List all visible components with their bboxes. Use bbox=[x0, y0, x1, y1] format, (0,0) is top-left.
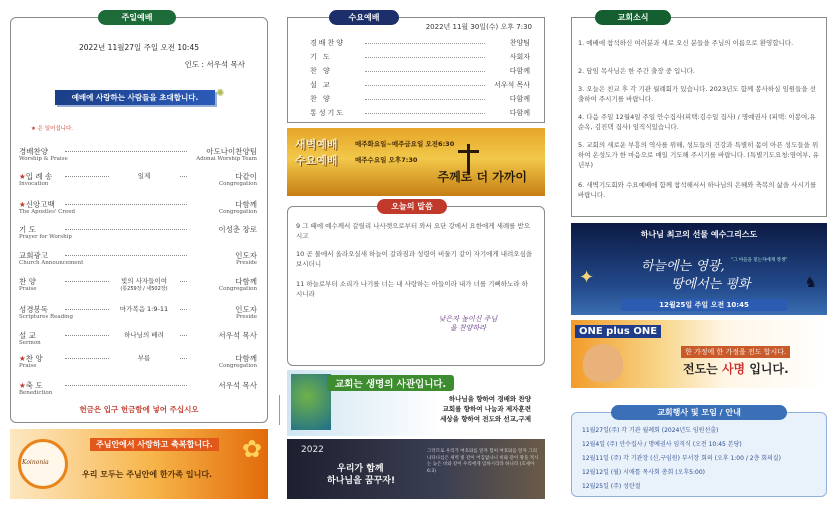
news-item: 4. 다음 주일 12월4일 주일 안수집사(피택:김수일 집사) / 명예권사 (피택: 이봉여,유순옥, 김진댁 집사) 임직식있습니다. bbox=[578, 113, 816, 131]
wednesday-item: 찬 양 bbox=[310, 95, 332, 103]
wednesday-row bbox=[310, 94, 530, 107]
order-item-detail-text: 일제 bbox=[137, 172, 151, 180]
order-item-detail bbox=[109, 276, 179, 292]
verse-10: 10 곧 물에서 올라오실새 하늘이 갈라짐과 성령이 비둘기 같이 자기에게 내려오심을 보시더니 bbox=[296, 250, 533, 268]
camel-icon: ♞ bbox=[804, 275, 817, 291]
sparkle-icon: ✺ bbox=[216, 88, 225, 99]
order-row bbox=[19, 199, 257, 221]
calligraphy: 낮은자 높이신 주님을 찬양하라 bbox=[438, 315, 498, 332]
koinonia-logo-text: Koinonia bbox=[22, 459, 49, 466]
dot-leader bbox=[365, 113, 485, 114]
wednesday-row bbox=[310, 66, 530, 79]
order-item-leader-english: Congregation bbox=[218, 209, 257, 215]
slogan: 주께로 더 가까이 bbox=[437, 170, 527, 184]
sunday-order-box bbox=[10, 17, 268, 423]
wednesday-pill: 수요예배 bbox=[329, 10, 399, 25]
wednesday-item: 기 도 bbox=[310, 53, 332, 61]
dot-leader bbox=[65, 385, 187, 386]
wednesday-row bbox=[310, 52, 530, 65]
order-item-leader: 다함께 bbox=[235, 200, 257, 209]
order-item-detail-text: 하나님의 배려 bbox=[124, 331, 164, 339]
order-row bbox=[19, 304, 257, 326]
order-item-label: 찬 양 bbox=[19, 277, 36, 286]
sunday-leader: 인도 : 서우석 목사 bbox=[184, 60, 245, 69]
order-item-english: Church Announcement bbox=[19, 260, 84, 266]
order-item-leader: 이성춘 장로 bbox=[218, 225, 257, 234]
wednesday-column bbox=[287, 0, 545, 507]
dot-leader bbox=[65, 151, 187, 152]
news-item: 5. 교회의 새로운 부흥의 역사를 위해, 성도들의 건강과 특별히 몸이 아픈 성도들을 위하여 온성도가 한 마음으로 매일 기도해 주시기를 바랍니다. (특별기도요청:염여부, 유년부) bbox=[578, 141, 819, 169]
wednesday-item: 설 교 bbox=[310, 81, 332, 89]
order-row bbox=[19, 380, 257, 402]
dot-leader bbox=[65, 255, 187, 256]
order-item-detail bbox=[109, 330, 179, 339]
dawn-time: 매주화요일~매주금요일 오전6:30 bbox=[355, 140, 455, 148]
order-item-label: 신앙고백 bbox=[25, 200, 55, 209]
christmas-small: "그 아들을 믿는자에게 영생" bbox=[731, 258, 788, 263]
dot-leader bbox=[365, 57, 485, 58]
order-row bbox=[19, 171, 257, 193]
order-item-english: Praise bbox=[19, 286, 37, 292]
event-item: 11월27일(주) 각 기관 월례회 (2024년도 임원선출) bbox=[582, 427, 719, 434]
koinonia-subtitle: 우리 모두는 주님안에 한가족 입니다. bbox=[82, 470, 213, 479]
koinonia-title: 주님안에서 사랑하고 축복합니다. bbox=[90, 438, 219, 451]
order-item-label: 경배찬양 bbox=[19, 147, 48, 156]
oneplusone-line2 bbox=[683, 360, 789, 377]
wednesday-title: 수요예배 bbox=[295, 154, 338, 167]
order-item-english: Invocation bbox=[19, 181, 49, 187]
wednesday-order-box bbox=[287, 17, 545, 123]
word-pill: 오늘의 말씀 bbox=[377, 199, 447, 214]
standing-star: ★ bbox=[19, 200, 26, 209]
sunday-column bbox=[10, 0, 268, 507]
dot-leader bbox=[65, 204, 187, 205]
order-item-detail-text: 부름 bbox=[137, 354, 151, 362]
event-item: 12월25일 (주) 성탄절 bbox=[582, 483, 641, 490]
order-item-label: 성경봉독 bbox=[19, 305, 48, 314]
order-item-leader: 서우석 목사 bbox=[218, 381, 257, 390]
order-item-leader-english: Congregation bbox=[218, 181, 257, 187]
order-item-label: 기 도 bbox=[19, 225, 36, 234]
oneplusone-banner bbox=[571, 320, 827, 388]
wednesday-leader: 서우석 목사 bbox=[493, 81, 530, 89]
order-item-detail bbox=[109, 171, 179, 180]
line2-part: 전도는 bbox=[683, 362, 722, 376]
mission-banner bbox=[287, 370, 545, 436]
order-row bbox=[19, 146, 257, 168]
verse-11: 11 하늘로부터 소리가 나기를 너는 내 사랑하는 아들이라 내가 너를 기뻐하노라 하시니라 bbox=[296, 280, 528, 298]
news-item: 6. 새벽기도회와 수요예배에 함께 참석해서서 하나님의 은혜와 축복의 삶을 사시기를 바랍니다. bbox=[578, 181, 817, 199]
wednesday-item: 찬 양 bbox=[310, 67, 332, 75]
news-box bbox=[571, 17, 827, 217]
verse-9: 9 그 때에 예수께서 갈릴리 나사렛으로부터 와서 요단 강에서 요한에게 세례를 받으시고 bbox=[296, 222, 531, 240]
order-item-label: 설 교 bbox=[19, 331, 36, 340]
order-item-english: The Apostles' Creed bbox=[19, 209, 76, 215]
wednesday-row bbox=[310, 108, 530, 121]
offering-note: 헌금은 입구 헌금함에 넣어 주십시오 bbox=[79, 405, 199, 414]
wednesday-item: 통성기도 bbox=[310, 109, 346, 117]
sunday-date: 2022년 11월27일 주일 오전 10:45 bbox=[78, 43, 200, 52]
order-item-detail-sub: (통259장 / 새502장) bbox=[120, 286, 168, 292]
welcome-banner: 예배에 사랑하는 사람들을 초대합니다. bbox=[55, 90, 215, 105]
order-item-leader-english: Adonai Worship Team bbox=[196, 156, 257, 162]
wednesday-leader: 사회자 bbox=[509, 53, 530, 61]
order-item-detail-text: 빛의 사자들이여 bbox=[120, 277, 168, 285]
order-row bbox=[19, 353, 257, 375]
christmas-caption-2: 땅에서는 평화 bbox=[671, 277, 751, 292]
news-pill: 교회소식 bbox=[595, 10, 671, 25]
order-row bbox=[19, 330, 257, 352]
standing-star: ★ bbox=[19, 354, 26, 363]
wednesday-leader: 다함께 bbox=[509, 67, 530, 75]
order-item-english: Sermon bbox=[19, 340, 41, 346]
order-item-english: Benediction bbox=[19, 390, 53, 396]
leaf-icon bbox=[291, 374, 331, 430]
order-item-detail bbox=[109, 353, 179, 362]
christmas-headline: 하나님 최고의 선물 예수그리스도 bbox=[640, 230, 758, 239]
order-item-leader: 아도나이찬양팀 bbox=[206, 147, 257, 156]
order-item-english: Prayer for Worship bbox=[19, 234, 72, 240]
order-item-label: 교회광고 bbox=[19, 251, 48, 260]
hands-icon bbox=[583, 344, 623, 382]
dawn-prayer-banner bbox=[287, 128, 545, 196]
dawn-title: 새벽예배 bbox=[295, 138, 338, 151]
wednesday-leader: 다함께 bbox=[509, 109, 530, 117]
dot-leader bbox=[365, 43, 485, 44]
order-row bbox=[19, 224, 257, 246]
oneplusone-logo: ONE plus ONE bbox=[575, 325, 661, 338]
order-item-label: 찬 양 bbox=[25, 354, 43, 363]
order-item-english: Praise bbox=[19, 363, 37, 369]
order-item-leader: 인도자 bbox=[235, 251, 257, 260]
order-item-english: Worship & Praise bbox=[19, 156, 68, 162]
news-item: 3. 오늘은 친교 후 각 기관 월례회가 있습니다. 2023년도 함께 봉사하실 임원들을 선출하여 주시기를 바랍니다. bbox=[578, 85, 816, 103]
mission-line: 세상을 향하여 전도와 선교,구제 bbox=[440, 415, 531, 423]
order-item-english: Scriptures Reading bbox=[19, 314, 73, 320]
order-item-leader: 다같이 bbox=[235, 172, 257, 181]
order-item-leader-english: Preside bbox=[236, 314, 257, 320]
wednesday-date: 2022년 11월 30일(수) 오후 7:30 bbox=[425, 23, 532, 31]
dot-leader bbox=[65, 229, 187, 230]
oneplusone-line1: 한 가정에 한 가정을 전도 합시다. bbox=[681, 346, 790, 358]
wednesday-leader: 다함께 bbox=[509, 95, 530, 103]
order-item-leader: 인도자 bbox=[235, 305, 257, 314]
order-item-leader: 다함께 bbox=[235, 277, 257, 286]
koinonia-banner bbox=[10, 429, 268, 499]
vision-title-2: 하나님을 꿈꾸자! bbox=[327, 476, 396, 486]
wednesday-row bbox=[310, 80, 530, 93]
year-vision-banner bbox=[287, 439, 545, 499]
star-icon: ✦ bbox=[579, 267, 595, 288]
order-row bbox=[19, 250, 257, 272]
standing-note: ★ 은 일어섭니다. bbox=[31, 126, 74, 132]
mission-line: 하나님을 향하여 경배와 찬양 bbox=[448, 395, 531, 403]
order-item-leader: 다함께 bbox=[235, 354, 257, 363]
events-pill: 교회행사 및 모임 / 안내 bbox=[611, 405, 787, 420]
event-item: 12월12일 (월) 시애틀 목사회 총회 (오후5:00) bbox=[582, 469, 705, 476]
year-label: 2022 bbox=[301, 445, 324, 455]
vision-title-1: 우리가 함께 bbox=[337, 464, 384, 474]
order-item-detail-text: 마가복음 1:9-11 bbox=[119, 305, 169, 313]
order-item-leader: 서우석 목사 bbox=[218, 331, 257, 340]
word-box bbox=[287, 206, 545, 366]
order-item-leader-english: Preside bbox=[236, 260, 257, 266]
news-item: 2. 담임 목사님은 한 주간 출장 중 입니다. bbox=[578, 67, 695, 75]
wednesday-time: 매주수요일 오후7:30 bbox=[355, 156, 418, 164]
wednesday-row bbox=[310, 38, 530, 51]
standing-star: ★ bbox=[19, 381, 26, 390]
sunflower-icon: ✿ bbox=[241, 435, 262, 463]
order-item-label: 입 례 송 bbox=[25, 172, 53, 181]
wednesday-leader: 찬양팀 bbox=[509, 39, 530, 47]
standing-star: ★ bbox=[19, 172, 26, 181]
christmas-banner bbox=[571, 223, 827, 315]
mission-line: 교회를 향하여 나눔과 제자훈련 bbox=[442, 405, 531, 413]
order-item-label: 축 도 bbox=[25, 381, 43, 390]
order-item-leader-english: Congregation bbox=[218, 286, 257, 292]
event-item: 12월4일 (주) 안수집사 / 명예권사 임직식 (오전 10:45 본당) bbox=[582, 441, 742, 448]
news-item: 1. 예배에 참석하신 여러분과 새로 오신 분들을 주님의 이름으로 환영합니다. bbox=[578, 39, 794, 47]
events-box bbox=[571, 412, 827, 497]
line2-highlight: 사명 bbox=[721, 362, 746, 376]
christmas-date: 12월25일 주일 오전 10:45 bbox=[621, 299, 787, 311]
dot-leader bbox=[365, 99, 485, 100]
sunday-pill: 주일예배 bbox=[98, 10, 176, 25]
order-item-leader-english: Congregation bbox=[218, 363, 257, 369]
vision-verse: 그러므로 우리가 여호와를 알자 힘써 여호와를 알자 그의 나타나심은 새벽 빛 같이 어김없나니 비와 같이 땅을 적시는 늦은 비와 같이 우리에게 임하시리라 하니라 (호세아 6:3) bbox=[427, 449, 539, 474]
news-column bbox=[571, 0, 827, 507]
order-item-detail bbox=[109, 304, 179, 313]
mission-lines bbox=[381, 394, 531, 424]
order-row bbox=[19, 276, 257, 298]
event-item: 12월11일 (주) 각 기관장 (신,구임원) 부서장 회의 (오후 1:00 / 2층 회의실) bbox=[582, 455, 782, 462]
fold-line bbox=[279, 395, 280, 425]
dot-leader bbox=[365, 71, 485, 72]
christmas-caption-1: 하늘에는 영광, bbox=[641, 259, 725, 274]
wednesday-item: 경배찬양 bbox=[310, 39, 346, 47]
dot-leader bbox=[365, 85, 485, 86]
line2-part: 입니다. bbox=[745, 362, 789, 376]
mission-title: 교회는 생명의 사관입니다. bbox=[327, 375, 454, 391]
